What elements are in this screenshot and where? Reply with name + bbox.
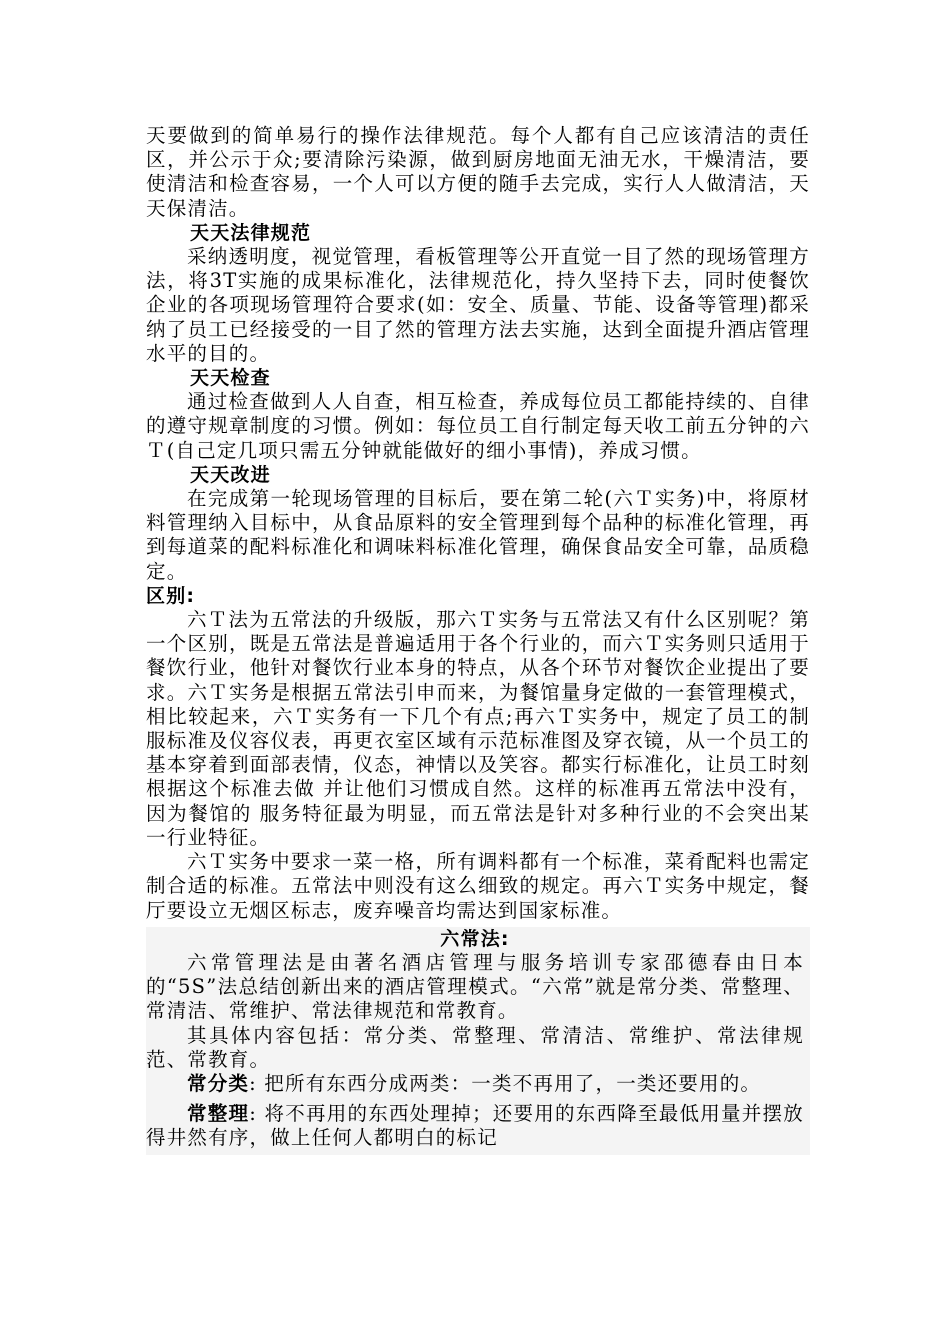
- section-heading-daily-improve: 天天改进: [190, 463, 271, 486]
- item-description: 把所有东西分成两类：一类不再用了，一类还要用的。: [256, 1071, 762, 1095]
- item-term: 常整理: [187, 1102, 250, 1126]
- difference-label: 区别:: [146, 584, 196, 607]
- six-constants-intro: 六常管理法是由著名酒店管理与服务培训专家邵德春由日本的“5S”法总结创新出来的酒店管理模式。“六常”就是常分类、常整理、常清洁、常维护、常法律规范和常教育。: [146, 950, 804, 1023]
- document-page: [146, 124, 810, 1155]
- six-constants-contents: 其具体内容包括：常分类、常整理、常清洁、常维护、常法律规范、常教育。: [146, 1023, 804, 1071]
- item-separator: :: [249, 1102, 258, 1126]
- item-term: 常分类: [187, 1071, 250, 1095]
- difference-paragraph-1: 六Ｔ法为五常法的升级版，那六Ｔ实务与五常法又有什么区别呢？第一个区别，既是五常法是普遍适用于各个行业的，而六Ｔ实务则只适用于餐饮行业，他针对餐饮行业本身的特点，从各个环节对餐饮企业提出了要求。六Ｔ实务是根据五常法引申而来，为餐馆量身定做的一套管理模式，相比较起来，六Ｔ实务有一下几个有点;再六Ｔ实务中，规定了员工的制服标准及仪容仪表，再更衣室区域有示范标准图及穿衣镜，从一个员工的基本穿着到面部表情，仪态，神情以及笑容。都实行标准化，让员工时刻根据这个标准去做 并让他们习惯成自然。这样的标准再五常法中没有，因为餐馆的 服务特征最为明显，而五常法是针对多种行业的不会突出某一行业特征。: [146, 608, 810, 849]
- difference-paragraph-2: 六Ｔ实务中要求一菜一格，所有调料都有一个标准，菜肴配料也需定制合适的标准。五常法中则没有这么细致的规定。再六Ｔ实务中规定，餐厅要设立无烟区标志，废弃噪音均需达到国家标准。: [146, 850, 810, 922]
- six-constants-item-organize: [146, 1102, 804, 1150]
- item-separator: :: [249, 1071, 257, 1095]
- intro-paragraph: 天要做到的简单易行的操作法律规范。每个人都有自己应该清洁的责任区，并公示于众;要清除污染源，做到厨房地面无油无水，干燥清洁，要使清洁和检查容易，一个人可以方便的随手去完成，实行人人做清洁，天天保清洁。: [146, 124, 810, 220]
- item-description: 将不再用的东西处理掉；还要用的东西降至最低用量并摆放得井然有序，做上任何人都明白的标记: [146, 1102, 804, 1150]
- section-body-daily-rules: 采纳透明度，视觉管理，看板管理等公开直觉一目了然的现场管理方法，将3T实施的成果标准化，法律规范化，持久坚持下去，同时使餐饮企业的各项现场管理符合要求(如：安全、质量、节能、设备等管理)都采纳了员工已经接受的一目了然的管理方法去实施，达到全面提升酒店管理水平的目的。: [146, 245, 810, 365]
- section-heading-daily-check: 天天检查: [190, 367, 271, 390]
- six-constants-title: 六常法:: [440, 927, 510, 950]
- six-constants-block: [146, 927, 810, 1155]
- section-body-daily-improve: 在完成第一轮现场管理的目标后，要在第二轮(六Ｔ实务)中，将原材料管理纳入目标中，从食品原料的安全管理到每个品种的标准化管理，再到每道菜的配料标准化和调味料标准化管理，确保食品安全可靠，品质稳定。: [146, 487, 810, 583]
- section-body-daily-check: 通过检查做到人人自查，相互检查，养成每位员工都能持续的、自律的遵守规章制度的习惯。例如：每位员工自行制定每天收工前五分钟的六Ｔ(自己定几项只需五分钟就能做好的细小事情)，养成习惯。: [146, 390, 810, 462]
- six-constants-item-classify: [146, 1072, 804, 1096]
- section-heading-daily-rules: 天天法律规范: [190, 221, 312, 244]
